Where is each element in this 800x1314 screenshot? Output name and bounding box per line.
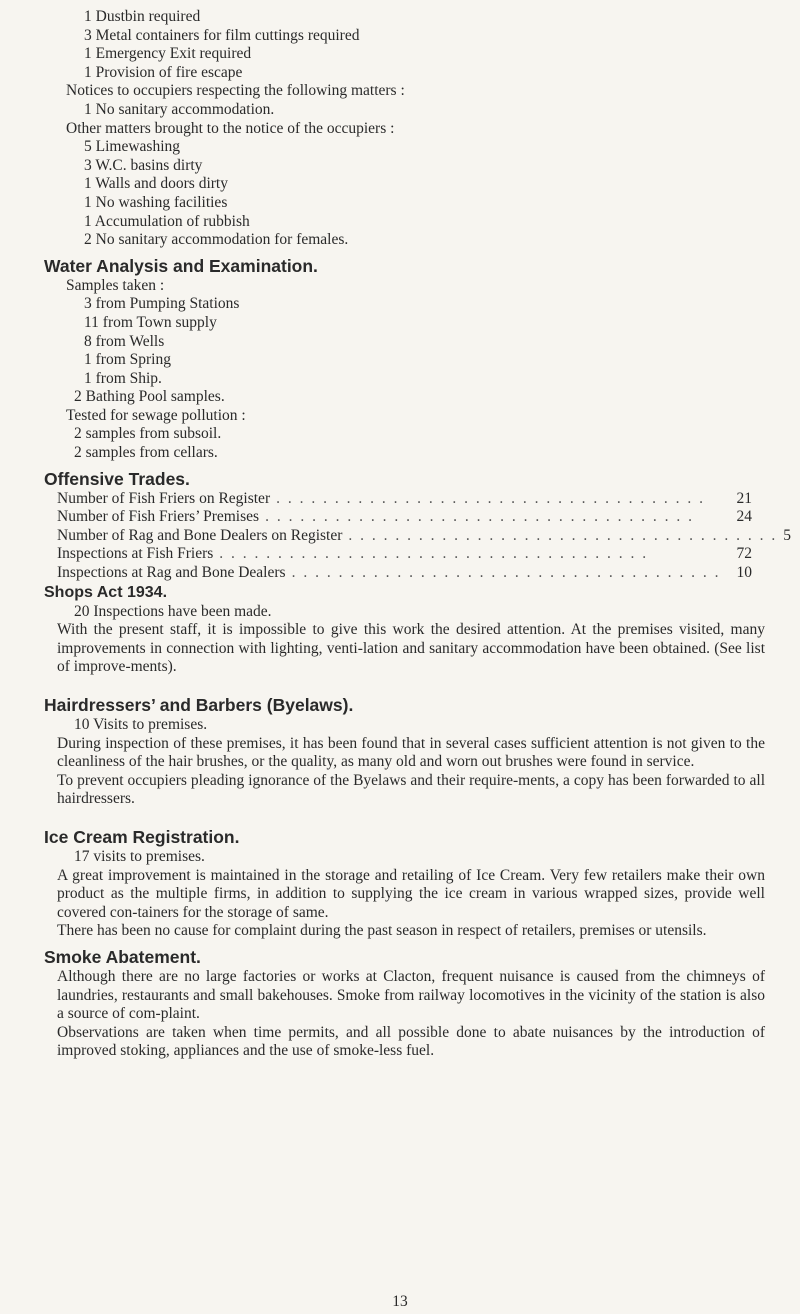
table-row — [44, 490, 752, 509]
list-item: 11 from Town supply — [84, 313, 217, 331]
row-label: Inspections at Fish Friers — [57, 545, 214, 563]
list-item: 2 samples from subsoil. — [74, 425, 222, 443]
list-item: 3 from Pumping Stations — [84, 295, 240, 313]
list-item: 8 from Wells — [84, 332, 165, 350]
ice-paragraph-1: A great improvement is maintained in the storage and retailing of Ice Cream. Very few retailers make their own product as the multiple firms, in addition to supplying the ice cream in various wrapped sizes, provide well covered con-tainers for the storage of same. — [57, 866, 765, 921]
leader-dots: . . . . . . . . . . . . . . . . . . . . . . . . . . . . . . . . . . . . . — [265, 508, 694, 526]
row-value: 24 — [736, 508, 752, 526]
list-item: 3 Metal containers for film cuttings required — [84, 26, 360, 44]
list-item: 1 No washing facilities — [84, 193, 228, 211]
list-item: 3 W.C. basins dirty — [84, 156, 203, 174]
hair-visits-line: 10 Visits to premises. — [74, 716, 208, 733]
smoke-abatement-heading: Smoke Abatement. — [44, 946, 201, 967]
row-value: 21 — [736, 489, 752, 507]
offensive-trades-table — [44, 489, 792, 583]
ice-visits-line: 17 visits to premises. — [74, 847, 205, 865]
shops-inspections-line: 20 Inspections have been made. — [74, 602, 272, 620]
list-item: 1 Emergency Exit required — [84, 45, 252, 63]
list-item: 1 Provision of fire escape — [84, 63, 243, 81]
list-item: 1 Accumulation of rubbish — [84, 212, 250, 230]
row-label: Inspections at Rag and Bone Dealers — [57, 564, 286, 582]
page-number: 13 — [392, 1293, 408, 1310]
table-row — [44, 564, 752, 583]
leader-dots: . . . . . . . . . . . . . . . . . . . . . . . . . . . . . . . . . . . . . — [291, 564, 721, 582]
row-value: 5 — [783, 526, 792, 544]
list-item: 1 Dustbin required — [84, 8, 201, 25]
other-matters-heading: Other matters brought to the notice of the occupiers : — [66, 119, 395, 137]
row-value: 72 — [736, 545, 752, 563]
table-row — [44, 545, 752, 564]
smoke-paragraph-2: Observations are taken when time permits, and all possible done to abate nuisances by the introduction of improved stoking, appliances and the use of smoke-less fuel. — [57, 1023, 765, 1060]
ice-cream-heading: Ice Cream Registration. — [44, 826, 240, 847]
shops-paragraph: With the present staff, it is impossible to give this work the desired attention. At the premises visited, many improvements in connection with lighting, venti-lation and sanitary accommodation have been obtained. (See list of improve-ments). — [57, 621, 765, 676]
ice-paragraph-2: There has been no cause for complaint during the past season in respect of retailers, premises or utensils. — [57, 922, 707, 940]
hairdressers-heading: Hairdressers’ and Barbers (Byelaws). — [44, 695, 354, 715]
row-label: Number of Fish Friers on Register — [57, 489, 271, 507]
list-item: 2 No sanitary accommodation for females. — [84, 231, 349, 249]
list-item: 2 samples from cellars. — [74, 444, 218, 462]
hair-paragraph-2: To prevent occupiers pleading ignorance of the Byelaws and their require-ments, a copy has been forwarded to all hairdressers. — [57, 771, 765, 808]
leader-dots: . . . . . . . . . . . . . . . . . . . . . . . . . . . . . . . . . . . . . — [219, 545, 649, 563]
row-value: 10 — [736, 564, 752, 582]
offensive-trades-heading: Offensive Trades. — [44, 468, 190, 489]
table-row — [44, 526, 792, 546]
list-item: 1 from Ship. — [84, 369, 162, 387]
list-item: 1 from Spring — [84, 351, 171, 369]
hair-paragraph-1: During inspection of these premises, it has been found that in several cases sufficient attention is not given to the cleanliness of the hair brushes, or the quality, as many old and worn out brushes were found in service. — [57, 734, 765, 771]
list-item: 1 Walls and doors dirty — [84, 175, 228, 193]
shops-act-heading: Shops Act 1934. — [44, 583, 168, 601]
smoke-paragraph-1: Although there are no large factories or works at Clacton, frequent nuisance is caused from the chimneys of laundries, restaurants and small bakehouses. Smoke from railway locomotives in the vicinity of the station is also a source of com-plaint. — [57, 967, 765, 1023]
list-item: 1 No sanitary accommodation. — [84, 100, 275, 118]
notices-heading: Notices to occupiers respecting the following matters : — [66, 82, 405, 100]
other-matters-list — [44, 138, 760, 250]
water-analysis-heading: Water Analysis and Examination. — [44, 255, 318, 276]
leader-dots: . . . . . . . . . . . . . . . . . . . . . . . . . . . . . . . . . . . . . — [276, 489, 705, 507]
leader-dots: . . . . . . . . . . . . . . . . . . . . . . . . . . . . . . . . . . . . . — [348, 526, 778, 544]
samples-label: Samples taken : — [66, 276, 165, 294]
row-label: Number of Rag and Bone Dealers on Register — [57, 526, 343, 544]
table-row — [44, 508, 752, 527]
sewage-label: Tested for sewage pollution : — [66, 406, 246, 424]
row-label: Number of Fish Friers’ Premises — [57, 508, 260, 526]
top-list — [44, 8, 760, 82]
bathing-pool-line: 2 Bathing Pool samples. — [74, 388, 225, 406]
list-item: 5 Limewashing — [84, 138, 180, 156]
